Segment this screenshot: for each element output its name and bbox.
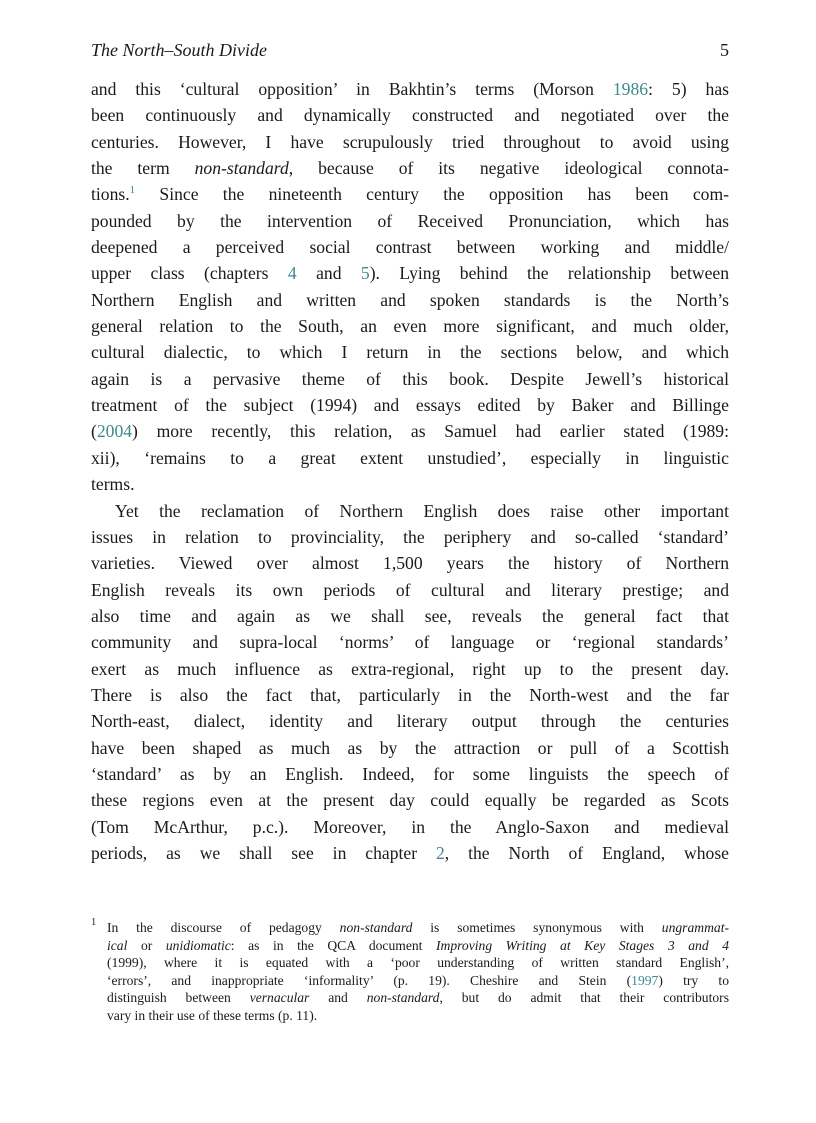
text-line: xii), ‘remains to a great extent unstudied’, especially in linguistic xyxy=(91,447,729,468)
text-line: been continuously and dynamically constructed and negotiated over the xyxy=(91,105,729,126)
text-line: (2004) more recently, this relation, as Samuel had earlier stated (1989: xyxy=(91,421,729,442)
footnote-mark: 1 xyxy=(91,917,97,928)
text-line: general relation to the South, an even more significant, and much older, xyxy=(91,316,729,337)
text-line: centuries. However, I have scrupulously tried throughout to avoid using xyxy=(91,131,729,152)
text-line: There is also the fact that, particularly in the North-west and the far xyxy=(91,684,729,705)
text-line: English reveals its own periods of cultural and literary prestige; and xyxy=(91,579,729,600)
citation-link[interactable]: 1997 xyxy=(631,972,659,988)
chapter-link[interactable]: 5 xyxy=(360,263,370,284)
text-line: (Tom McArthur, p.c.). Moreover, in the Anglo-Saxon and medieval xyxy=(91,816,729,837)
footnote-line: vary in their use of these terms (p. 11). xyxy=(107,1007,318,1023)
footnote-line: ‘errors’, and inappropriate ‘informality’ (p. 19). Cheshire and Stein (1997) try to xyxy=(107,972,729,988)
footnote xyxy=(91,919,729,1025)
text-line: varieties. Viewed over almost 1,500 years the history of Northern xyxy=(91,553,729,574)
page-number: 5 xyxy=(720,40,729,60)
text-line: these regions even at the present day could equally be regarded as Scots xyxy=(91,790,729,811)
text-line: upper class (chapters 4 and 5). Lying behind the relationship between xyxy=(91,263,729,284)
text-line: pounded by the intervention of Received Pronunciation, which has xyxy=(91,210,729,231)
text-line: Northern English and written and spoken standards is the North’s xyxy=(91,289,729,310)
body-text xyxy=(91,76,729,866)
citation-link[interactable]: 2004 xyxy=(96,421,133,442)
footnote-reference-link[interactable]: 1 xyxy=(129,184,136,197)
paragraph-first-line: Yet the reclamation of Northern English does raise other important xyxy=(115,500,729,521)
text-line: also time and again as we shall see, reveals the general fact that xyxy=(91,605,729,626)
footnote-line: In the discourse of pedagogy non-standard is sometimes synonymous with ungrammat- xyxy=(107,920,729,935)
running-head-title: The North–South Divide xyxy=(91,40,267,60)
footnote-line: (1999), where it is equated with a ‘poor understanding of written standard English’, xyxy=(107,955,729,971)
text-line: exert as much influence as extra-regional, right up to the present day. xyxy=(91,658,729,679)
citation-link[interactable]: 1986 xyxy=(612,79,649,99)
text-line: and this ‘cultural opposition’ in Bakhtin’s terms (Morson 1986: 5) has xyxy=(91,79,730,99)
text-line: periods, as we shall see in chapter 2, the North of England, whose xyxy=(91,842,729,863)
text-line: terms. xyxy=(91,474,135,495)
text-line: cultural dialectic, to which I return in the sections below, and which xyxy=(91,342,729,363)
footnote-line: distinguish between vernacular and non-standard, but do admit that their contributors xyxy=(107,990,729,1006)
chapter-link[interactable]: 4 xyxy=(287,263,297,284)
text-line: ‘standard’ as by an English. Indeed, for some linguists the speech of xyxy=(91,763,729,784)
text-line: tions.$^1$ Since the nineteenth century the opposition has been com- xyxy=(91,184,729,205)
text-line: issues in relation to provinciality, the periphery and so-called ‘standard’ xyxy=(91,526,729,547)
chapter-link[interactable]: 2 xyxy=(435,842,445,863)
text-line: deepened a perceived social contrast between working and middle/ xyxy=(91,237,729,258)
text-line: again is a pervasive theme of this book. Despite Jewell’s historical xyxy=(91,368,729,389)
text-line: the term non-standard, because of its negative ideological connota- xyxy=(91,158,729,179)
text-line: have been shaped as much as by the attraction or pull of a Scottish xyxy=(91,737,729,758)
text-line: North-east, dialect, identity and literary output through the centuries xyxy=(91,711,729,732)
running-head xyxy=(91,38,729,62)
text-line: treatment of the subject (1994) and essays edited by Baker and Billinge xyxy=(91,395,729,416)
footnote-line: ical or unidiomatic: as in the QCA document Improving Writing at Key Stages 3 and 4 xyxy=(107,937,730,953)
text-line: community and supra-local ‘norms’ of language or ‘regional standards’ xyxy=(91,632,729,653)
